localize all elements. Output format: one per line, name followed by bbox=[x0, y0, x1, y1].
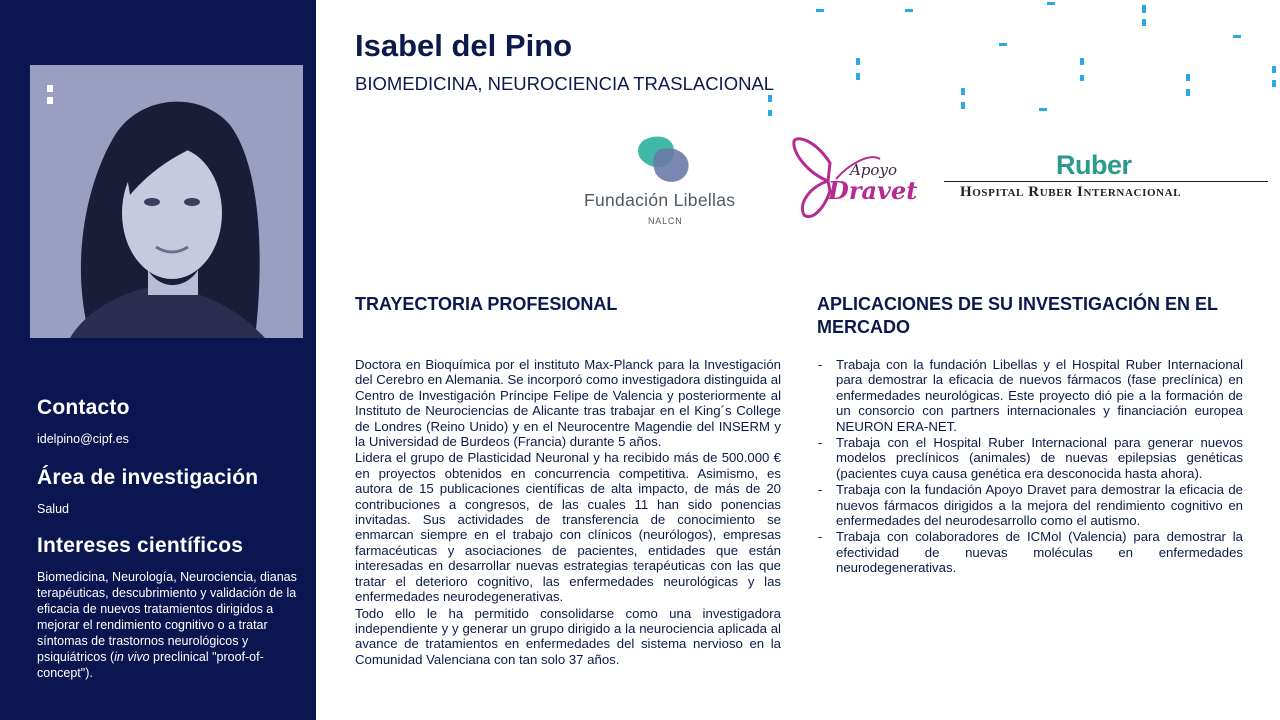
libellas-leaf-icon bbox=[634, 132, 694, 187]
trayectoria-paragraph: Doctora en Bioquímica por el instituto Max-Planck para la Investigación del Cerebro en Alemania. Se incorporó como investigadora distinguida al Centro de Investigación Príncipe Felipe de Valencia y posteriormente al Instituto de Neurociencias de Alicante tras trabajar en el King´s College de Londres (Reino Unido) y en el Neurocentre Magendie del INSERM y la Universidad de Burdeos (Francia) durante 5 años. bbox=[355, 357, 781, 450]
person-subtitle: BIOMEDICINA, NEUROCIENCIA TRASLACIONAL bbox=[355, 73, 775, 94]
libellas-name: Fundación Libellas bbox=[584, 190, 736, 210]
interests-text bbox=[37, 569, 302, 681]
profile-photo bbox=[30, 65, 303, 338]
person-name: Isabel del Pino bbox=[355, 28, 573, 63]
research-area-heading: Área de investigación bbox=[37, 466, 259, 489]
list-item: - Trabaja con la fundación Libellas y el Hospital Ruber Internacional para demostrar la eficacia de nuevos fármacos (fase preclínica) en enfermedades neurológicas. Este proyecto dió pie a la formación de un consorcio con partners internacionales y financiación europea NEURON ERA-NET. bbox=[817, 357, 1243, 434]
contact-heading: Contacto bbox=[37, 396, 130, 419]
interests-text-main: Biomedicina, Neurología, Neurociencia, dianas terapéuticas, descubrimiento y validación de la eficacia de nuevos tratamientos dirigidos a mejorar el rendimiento cognitivo o a tratar síntomas de trastornos neurológicos y psiquiátricos ( bbox=[37, 570, 297, 664]
interests-text-end: preclinical "proof-of-concept"). bbox=[37, 650, 264, 680]
list-item: - Trabaja con la fundación Apoyo Dravet para demostrar la eficacia de nuevos fármacos dirigidos a la mejora del rendimiento cognitivo en enfermedades del neurodesarrollo como el autismo. bbox=[817, 482, 1243, 528]
dravet-name-text: Dravet bbox=[828, 176, 918, 205]
libellas-sub: NALCN bbox=[648, 216, 683, 226]
trayectoria-body bbox=[355, 357, 781, 668]
ruber-divider bbox=[944, 181, 1268, 182]
portrait-image bbox=[30, 65, 303, 338]
interests-text-italic: in vivo bbox=[114, 650, 150, 664]
fundacion-libellas-logo bbox=[578, 130, 753, 230]
apoyo-dravet-logo bbox=[788, 133, 918, 225]
trayectoria-paragraph: Lidera el grupo de Plasticidad Neuronal y ha recibido más de 500.000 € en proyectos obtenidos en concurrencia competitiva. Asimismo, es autora de 15 publicaciones científicas de alta impacto, de más de 20 contribuciones a congresos, de las cuales 11 han sido ponencias invitadas. Sus actividades de transferencia de conocimiento se enmarcan siempre en el trabajo con clínicos (neurólogos), empresas farmacéuticas y asociaciones de pacientes, entidades que están interesadas en desarrollar nuevas estrategias terapéuticas con las que tratar el deterioro cognitivo, las enfermedades neurológicas y las enfermedades neurodegenerativas. bbox=[355, 450, 781, 605]
contact-email[interactable]: idelpino@cipf.es bbox=[37, 432, 129, 446]
dravet-apoyo-text: Apoyo bbox=[850, 161, 897, 179]
ruber-wordmark: Ruber bbox=[1056, 150, 1132, 180]
sidebar bbox=[0, 0, 316, 720]
trayectoria-heading: TRAYECTORIA PROFESIONAL bbox=[355, 294, 618, 314]
aplicaciones-heading: APLICACIONES DE SU INVESTIGACIÓN EN EL MERCADO bbox=[817, 294, 1218, 337]
ruber-hospital-name: Hospital Ruber Internacional bbox=[960, 184, 1182, 200]
list-item: - Trabaja con colaboradores de ICMol (Valencia) para demostrar la efectividad de nuevas moléculas en enfermedades neurodegenerativas. bbox=[817, 529, 1243, 575]
trayectoria-paragraph: Todo ello le ha permitido consolidarse como una investigadora independiente y y generar un grupo dirigido a la neurociencia aplicada al avance de tratamientos en enfermedades del sistema nervioso en la Comunidad Valenciana con tan solo 37 años. bbox=[355, 605, 781, 667]
interests-heading: Intereses científicos bbox=[37, 534, 244, 557]
research-area-value: Salud bbox=[37, 502, 69, 516]
hospital-ruber-logo bbox=[944, 150, 1268, 206]
photo-dots-decoration bbox=[47, 85, 55, 109]
list-item: - Trabaja con el Hospital Ruber Internacional para generar nuevos modelos preclínicos (animales) de nuevas epilepsias genéticas (pacientes cuya causa genética era desconocida hasta ahora). bbox=[817, 435, 1243, 481]
aplicaciones-list bbox=[817, 357, 1243, 577]
